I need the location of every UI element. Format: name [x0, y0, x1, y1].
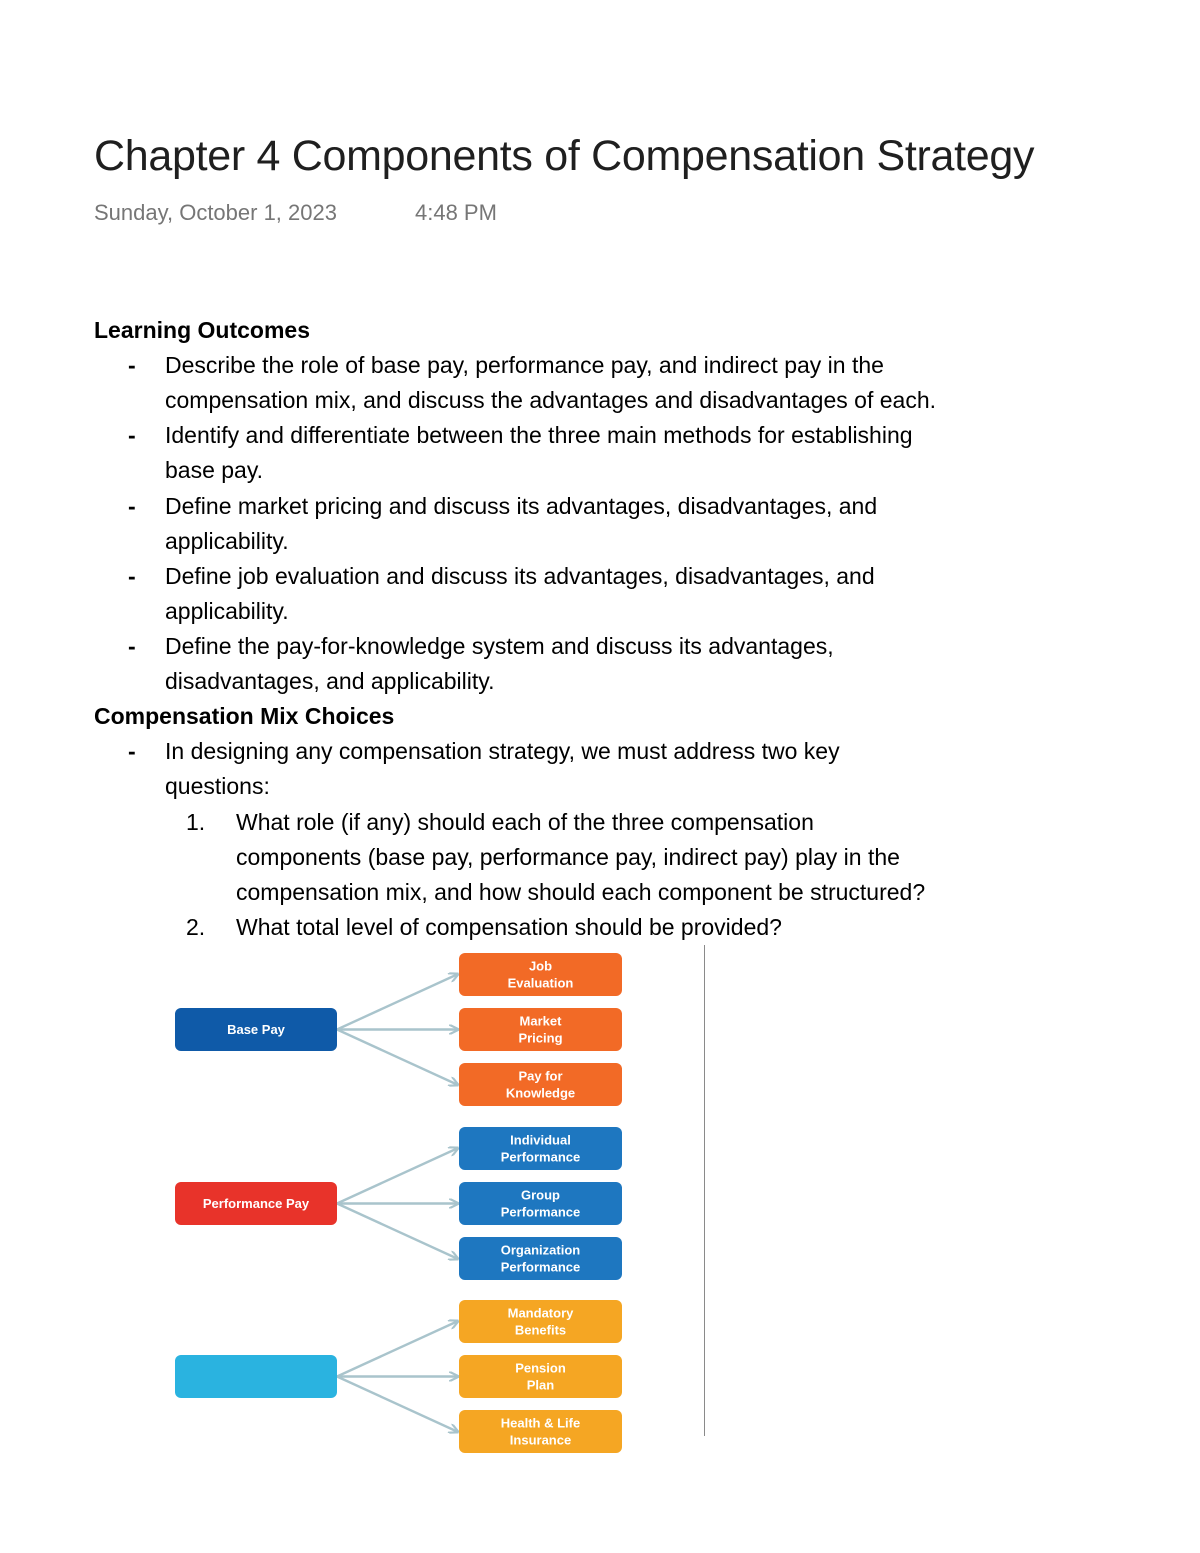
bullet: -: [128, 352, 136, 378]
learning-outcomes-heading: Learning Outcomes: [94, 317, 310, 343]
list-item-text: What total level of compensation should be provided?: [236, 914, 782, 940]
diagram-arrow: [337, 1377, 457, 1432]
diagram-arrow: [337, 1322, 457, 1377]
list-item-text: Define job evaluation and discuss its advantages, disadvantages, and: [165, 563, 875, 589]
list-item-text: Identify and differentiate between the three main methods for establishing: [165, 422, 913, 448]
list-item-text: Describe the role of base pay, performance pay, and indirect pay in the: [165, 352, 884, 378]
list-item-text: base pay.: [165, 457, 264, 483]
bullet: -: [128, 422, 136, 448]
diagram-child-label: Mandatory Benefits: [507, 1305, 574, 1338]
list-item-text: disadvantages, and applicability.: [165, 668, 495, 694]
diagram-child-label: Group Performance: [500, 1187, 581, 1220]
diagram-child-label: Individual Performance: [500, 1132, 581, 1165]
list-item-text: What role (if any) should each of the three compensation: [236, 809, 814, 835]
bullet: -: [128, 493, 136, 519]
compensation-components-diagram: [170, 945, 710, 1448]
bullet: -: [128, 563, 136, 589]
bullet: -: [128, 633, 136, 659]
diagram-child-label: Market Pricing: [518, 1013, 563, 1046]
page-title: Chapter 4 Components of Compensation Strategy: [94, 132, 1035, 180]
diagram-canvas: [170, 945, 710, 1448]
page-date: Sunday, October 1, 2023: [94, 200, 337, 225]
list-item-text: applicability.: [165, 598, 289, 624]
diagram-child-label: Pay for Knowledge: [505, 1068, 576, 1101]
diagram-parent-label: Performance Pay: [202, 1196, 310, 1212]
diagram-arrow: [337, 1030, 457, 1085]
list-item-text: Define the pay-for-knowledge system and discuss its advantages,: [165, 633, 834, 659]
diagram-parent-box: [175, 1355, 337, 1398]
diagram-child-label: Job Evaluation: [507, 958, 574, 991]
diagram-arrow: [337, 1204, 457, 1259]
list-item-text: applicability.: [165, 528, 289, 554]
vertical-divider: [704, 945, 705, 1436]
list-item-text: Define market pricing and discuss its advantages, disadvantages, and: [165, 493, 878, 519]
list-item-text: compensation mix, and how should each component be structured?: [236, 879, 926, 905]
diagram-parent-label: Base Pay: [227, 1022, 285, 1038]
compensation-mix-heading: Compensation Mix Choices: [94, 703, 395, 729]
page-time: 4:48 PM: [415, 200, 497, 225]
diagram-child-label: Health & Life Insurance: [500, 1415, 581, 1448]
diagram-arrow: [337, 1149, 457, 1204]
item-number: 2.: [186, 914, 206, 940]
list-item-text: compensation mix, and discuss the advantages and disadvantages of each.: [165, 387, 936, 413]
list-item-text: In designing any compensation strategy, we must address two key: [165, 738, 840, 764]
item-number: 1.: [186, 809, 206, 835]
bullet: -: [128, 738, 136, 764]
diagram-arrow: [337, 975, 457, 1030]
diagram-child-label: Organization Performance: [500, 1242, 581, 1275]
diagram-child-label: Pension Plan: [515, 1360, 566, 1393]
list-item-text: components (base pay, performance pay, indirect pay) play in the: [236, 844, 900, 870]
list-item-text: questions:: [165, 773, 270, 799]
